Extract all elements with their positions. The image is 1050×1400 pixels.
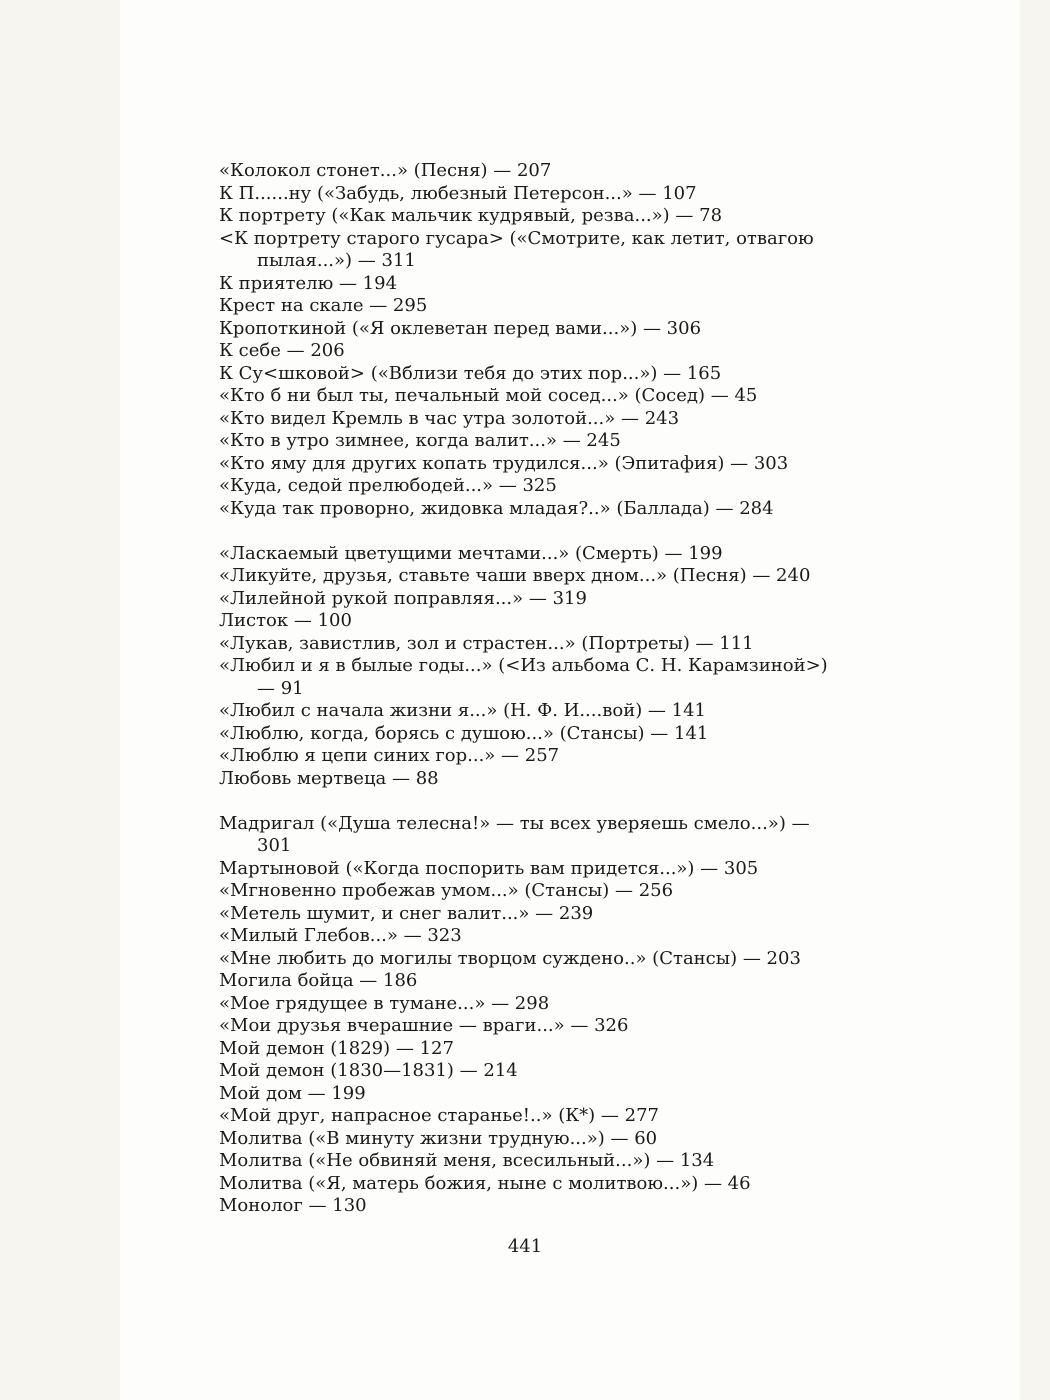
- index-entry: «Люблю я цепи синих гор...» — 257: [219, 745, 560, 766]
- index-entry: «Мои друзья вчерашние — враги...» — 326: [219, 1015, 629, 1036]
- index-entry: К себе — 206: [219, 340, 345, 361]
- index-entry: «Метель шумит, и снег валит...» — 239: [219, 902, 594, 924]
- index-entry: Крест на скале — 295: [219, 295, 428, 316]
- index-entry: Мой демон (1829) — 127: [219, 1037, 454, 1059]
- index-entry: Молитва («Я, матерь божия, ныне с молитвою...») — 46: [219, 1172, 751, 1194]
- index-entry: «Лукав, завистлив, зол и страстен...» (Портреты) — 111: [219, 632, 754, 654]
- index-entry: «Колокол стонет...» (Песня) — 207: [219, 160, 552, 181]
- index-entry: Монолог — 130: [219, 1195, 367, 1216]
- index-entry: Мартыновой («Когда поспорить вам придется...») — 305: [219, 857, 759, 879]
- index-entry: Мадригал («Душа телесна!» — ты всех уверяешь смело...») — 301: [219, 812, 810, 856]
- index-entry: «Ликуйте, друзья, ставьте чаши вверх дном...» (Песня) — 240: [219, 565, 811, 586]
- index-entry: Молитва («В минуту жизни трудную...») — 60: [219, 1127, 658, 1149]
- index-entry: «Кто б ни был ты, печальный мой сосед...» (Сосед) — 45: [219, 385, 758, 406]
- index-group: [219, 813, 839, 1218]
- index-entry: <К портрету старого гусара> («Смотрите, как летит, отвагою пылая...») — 311: [219, 227, 814, 271]
- index-entry: К приятелю — 194: [219, 272, 398, 294]
- index-entry: Мой демон (1830—1831) — 214: [219, 1060, 518, 1081]
- index-entry: «Куда так проворно, жидовка младая?..» (Баллада) — 284: [219, 497, 774, 519]
- index-entry: «Любил и я в былые годы...» (<Из альбома С. Н. Карамзиной>) — 91: [219, 655, 828, 699]
- index-list: [219, 160, 839, 1218]
- index-entry: «Мое грядущее в тумане...» — 298: [219, 992, 550, 1014]
- index-entry: К П......ну («Забудь, любезный Петерсон...» — 107: [219, 182, 697, 204]
- index-entry: «Любил с начала жизни я...» (Н. Ф. И....вой) — 141: [219, 700, 707, 721]
- index-group: [219, 160, 839, 520]
- index-entry: Могила бойца — 186: [219, 970, 418, 991]
- index-entry: «Кто в утро зимнее, когда валит...» — 245: [219, 430, 621, 451]
- index-entry: «Милый Глебов...» — 323: [219, 925, 462, 946]
- page-number: 441: [507, 1236, 543, 1257]
- index-entry: К портрету («Как мальчик кудрявый, резва...») — 78: [219, 205, 723, 226]
- index-entry: Молитва («Не обвиняй меня, всесильный...») — 134: [219, 1150, 715, 1171]
- index-entry: Листок — 100: [219, 610, 352, 631]
- index-entry: К Су<шковой> («Вблизи тебя до этих пор...») — 165: [219, 362, 722, 384]
- index-entry: «Куда, седой прелюбодей...» — 325: [219, 475, 557, 496]
- index-entry: «Люблю, когда, борясь с душою...» (Стансы) — 141: [219, 722, 709, 744]
- index-entry: «Лилейной рукой поправляя...» — 319: [219, 587, 587, 609]
- index-entry: «Мой друг, напрасное старанье!..» (К*) — 277: [219, 1105, 659, 1126]
- index-entry: Кропоткиной («Я оклеветан перед вами...») — 306: [219, 317, 702, 339]
- index-entry: «Мгновенно пробежав умом...» (Стансы) — 256: [219, 880, 674, 901]
- index-group: [219, 543, 839, 791]
- index-entry: «Мне любить до могилы творцом суждено..» (Стансы) — 203: [219, 947, 801, 969]
- index-entry: «Кто яму для других копать трудился...» (Эпитафия) — 303: [219, 452, 789, 474]
- index-entry: «Ласкаемый цветущими мечтами...» (Смерть) — 199: [219, 542, 723, 564]
- index-entry: Мой дом — 199: [219, 1082, 366, 1104]
- index-entry: Любовь мертвеца — 88: [219, 767, 439, 789]
- index-entry: «Кто видел Кремль в час утра золотой...» — 243: [219, 407, 680, 429]
